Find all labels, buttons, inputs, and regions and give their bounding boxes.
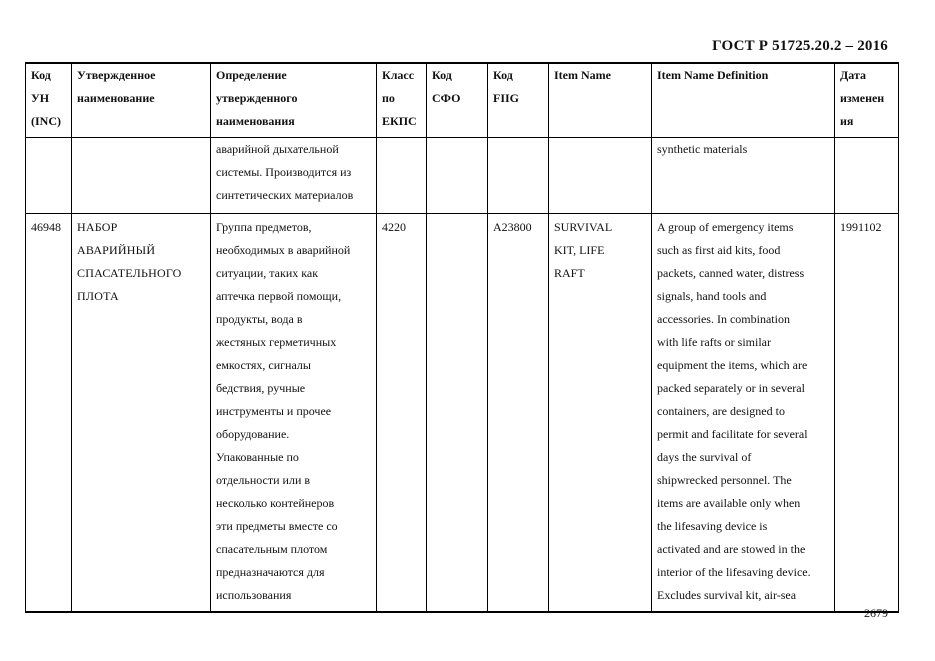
header-code-sfo xyxy=(427,63,488,138)
cell-text-line: аварийной дыхательной xyxy=(216,142,339,156)
cell-text-line: по xyxy=(382,91,395,105)
cell-text-line: days the survival of xyxy=(657,450,752,464)
cell-text-line: Код xyxy=(31,68,51,82)
cell-text-line: activated and are stowed in the xyxy=(657,542,806,556)
cell-approved-name xyxy=(72,138,211,214)
cell-date xyxy=(835,214,899,613)
cell-text-line: жестяных герметичных xyxy=(216,335,337,349)
cell-text-line: 46948 xyxy=(31,220,61,234)
cell-text-line: interior of the lifesaving device. xyxy=(657,565,811,579)
table-row xyxy=(26,138,899,214)
header-approved-name xyxy=(72,63,211,138)
cell-inc xyxy=(26,138,72,214)
table-row xyxy=(26,214,899,613)
cell-text-line: УН xyxy=(31,91,50,105)
cell-text-line: Класс xyxy=(382,68,415,82)
cell-text-line: KIT, LIFE xyxy=(554,243,605,257)
cell-text-line: SURVIVAL xyxy=(554,220,613,234)
cell-text-line: synthetic materials xyxy=(657,142,748,156)
cell-text-line: the lifesaving device is xyxy=(657,519,768,533)
cell-text-line: АВАРИЙНЫЙ xyxy=(77,243,156,257)
cell-text-line: НАБОР xyxy=(77,220,118,234)
cell-text-line: items are available only when xyxy=(657,496,801,510)
cell-text-line: наименование xyxy=(77,91,155,105)
cell-text-line: отдельности или в xyxy=(216,473,311,487)
cell-definition-ru xyxy=(211,138,377,214)
cell-text-line: ПЛОТА xyxy=(77,289,119,303)
cell-text-line: packets, canned water, distress xyxy=(657,266,805,280)
cell-text-line: предназначаются для xyxy=(216,565,325,579)
cell-text-line: equipment the items, which are xyxy=(657,358,808,372)
cell-text-line: утвержденного xyxy=(216,91,298,105)
catalog-table xyxy=(25,62,899,613)
cell-code-fiig xyxy=(488,214,549,613)
cell-class-ekps xyxy=(377,214,427,613)
cell-text-line: Утвержденное xyxy=(77,68,156,82)
cell-text-line: наименования xyxy=(216,114,295,128)
cell-item-name xyxy=(549,138,652,214)
cell-text-line: Код xyxy=(432,68,452,82)
cell-definition-en xyxy=(652,214,835,613)
cell-text-line: signals, hand tools and xyxy=(657,289,767,303)
cell-text-line: ЕКПС xyxy=(382,114,417,128)
cell-text-line: Item Name Definition xyxy=(657,68,769,82)
cell-text-line: спасательным плотом xyxy=(216,542,328,556)
cell-text-line: использования xyxy=(216,588,292,602)
cell-code-sfo xyxy=(427,214,488,613)
cell-text-line: необходимых в аварийной xyxy=(216,243,351,257)
header-definition-ru xyxy=(211,63,377,138)
cell-text-line: Дата xyxy=(840,68,866,82)
header-date xyxy=(835,63,899,138)
cell-text-line: packed separately or in several xyxy=(657,381,805,395)
header-definition-en xyxy=(652,63,835,138)
cell-text-line: емкостях, сигналы xyxy=(216,358,311,372)
cell-class-ekps xyxy=(377,138,427,214)
cell-text-line: FIIG xyxy=(493,91,520,105)
cell-text-line: системы. Производится из xyxy=(216,165,352,179)
cell-text-line: ситуации, таких как xyxy=(216,266,319,280)
header-code-fiig xyxy=(488,63,549,138)
cell-text-line: бедствия, ручные xyxy=(216,381,306,395)
cell-text-line: containers, are designed to xyxy=(657,404,785,418)
cell-text-line: аптечка первой помощи, xyxy=(216,289,342,303)
header-inc xyxy=(26,63,72,138)
cell-text-line: продукты, вода в xyxy=(216,312,303,326)
cell-text-line: СФО xyxy=(432,91,461,105)
cell-text-line: Группа предметов, xyxy=(216,220,312,234)
cell-text-line: несколько контейнеров xyxy=(216,496,335,510)
cell-text-line: Код xyxy=(493,68,513,82)
page-number: 2679 xyxy=(864,606,888,620)
cell-item-name xyxy=(549,214,652,613)
cell-text-line: (INC) xyxy=(31,114,61,128)
cell-text-line: with life rafts or similar xyxy=(657,335,771,349)
cell-text-line: 4220 xyxy=(382,220,406,234)
cell-text-line: Excludes survival kit, air-sea xyxy=(657,588,797,602)
cell-text-line: ия xyxy=(840,114,854,128)
cell-text-line: shipwrecked personnel. The xyxy=(657,473,792,487)
cell-text-line: permit and facilitate for several xyxy=(657,427,808,441)
cell-text-line: эти предметы вместе со xyxy=(216,519,338,533)
cell-definition-ru xyxy=(211,214,377,613)
document-standard-header: ГОСТ Р 51725.20.2 – 2016 xyxy=(712,38,888,54)
cell-code-sfo xyxy=(427,138,488,214)
cell-text-line: Item Name xyxy=(554,68,611,82)
cell-text-line: accessories. In combination xyxy=(657,312,790,326)
cell-text-line: A group of emergency items xyxy=(657,220,794,234)
cell-text-line: инструменты и прочее xyxy=(216,404,332,418)
header-class-ekps xyxy=(377,63,427,138)
cell-code-fiig xyxy=(488,138,549,214)
cell-text-line: such as first aid kits, food xyxy=(657,243,781,257)
cell-inc xyxy=(26,214,72,613)
cell-text-line: синтетических материалов xyxy=(216,188,354,202)
cell-text-line: 1991102 xyxy=(840,220,882,234)
cell-text-line: Упакованные по xyxy=(216,450,299,464)
cell-text-line: A23800 xyxy=(493,220,532,234)
cell-date xyxy=(835,138,899,214)
cell-text-line: изменен xyxy=(840,91,885,105)
cell-approved-name xyxy=(72,214,211,613)
cell-text-line: СПАСАТЕЛЬНОГО xyxy=(77,266,182,280)
cell-text-line: RAFT xyxy=(554,266,585,280)
cell-text-line: Определение xyxy=(216,68,287,82)
cell-definition-en xyxy=(652,138,835,214)
cell-text-line: оборудование. xyxy=(216,427,290,441)
header-item-name xyxy=(549,63,652,138)
table-header-row xyxy=(26,63,899,138)
